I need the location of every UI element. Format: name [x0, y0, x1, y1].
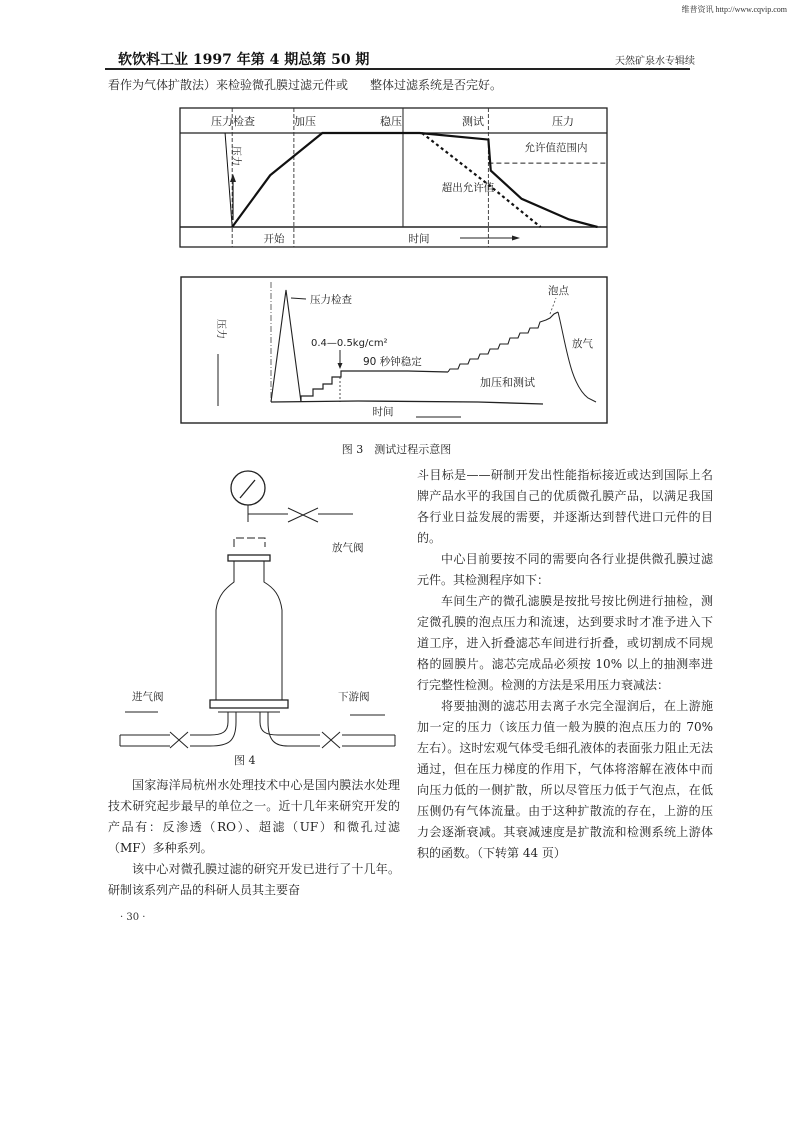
y-axis-label: 压力 — [230, 146, 241, 166]
range-label: 0.4—0.5kg/cm² — [311, 338, 388, 349]
base-flange — [210, 700, 288, 708]
page-number: · 30 · — [120, 912, 146, 923]
header-rule — [105, 68, 690, 70]
outlet-pipe — [260, 712, 320, 746]
pressurize-steps — [301, 371, 448, 402]
paragraph: 车间生产的微孔滤膜是按批号按比例进行抽检，测定微孔膜的泡点压力和流速，达到要求时才准予进入下道工序，进入折叠滤芯车间进行折叠，或切割成不同规格的圆膜片。滤芯完成品必须按 10% 以上的抽测率进行完整性检测。检测的方法是采用压力衰减法： — [417, 594, 713, 692]
cap-flange — [228, 555, 270, 561]
phase-dividers — [232, 108, 488, 247]
right-column — [417, 465, 713, 864]
x-axis-label: 时间 — [408, 233, 430, 245]
vent-curve — [558, 312, 596, 402]
downstream-valve-label: 下游阀 — [338, 691, 370, 703]
chart-a-frame — [180, 108, 607, 247]
y-arrow-head — [230, 174, 236, 182]
exceed-label: 超出允许值 — [441, 182, 495, 194]
vent-valve-label: 放气阀 — [332, 542, 364, 554]
test-staircase — [448, 312, 558, 372]
check-pointer — [291, 298, 306, 299]
range-arrow-head — [338, 363, 343, 369]
paragraph: 国家海洋局杭州水处理技术中心是国内膜法水处理技术研究起步最早的单位之一。近十几年来研究开发的产品有：反渗透（RO）、超滤（UF）和微孔过滤（MF）多种系列。 — [108, 778, 400, 855]
phase-label: 稳压 — [380, 115, 402, 128]
phase-label: 压力 — [552, 115, 574, 128]
outlet-pipe-stub — [342, 735, 395, 746]
downstream-valve-icon — [322, 732, 340, 748]
gauge-needle — [240, 480, 255, 498]
intro-right: 整体过滤系统是否完好。 — [370, 78, 503, 92]
figure4-diagram — [110, 460, 400, 750]
figure3-chart-b — [178, 274, 610, 429]
within-label: 允许值范围内 — [524, 142, 588, 154]
start-label: 开始 — [263, 233, 285, 245]
pressure-check-spike — [271, 290, 301, 402]
filter-housing — [216, 561, 282, 700]
housing-cap — [234, 538, 265, 547]
figure3-caption: 图 3 测试过程示意图 — [341, 443, 452, 456]
test-label: 加压和测试 — [480, 376, 535, 389]
check-label: 压力检查 — [310, 294, 352, 306]
inlet-pipe-stub — [120, 735, 170, 746]
figure4-caption: 图 4 — [234, 754, 256, 767]
paragraph: 将要抽测的滤芯用去离子水完全湿润后，在上游施加一定的压力（该压力值一般为膜的泡点压力的 70% 左右）。这时宏观气体受毛细孔液体的表面张力阻止无法通过，但在压力梯度的作用下，气体将溶解在液体中而向压力低的一侧扩散，所以尽管压力低于气泡点，在低压侧仍有气体流量。由于这种扩散流的存在，上游的压力会逐渐衰减。其衰减速度是扩散流和检测系统上游体积的函数。（下转第 44 页） — [417, 699, 713, 860]
bubble-label: 泡点 — [548, 285, 569, 297]
inlet-valve-icon — [170, 732, 188, 748]
chart-b-baseline — [271, 401, 543, 404]
phase-label: 压力检查 — [211, 115, 255, 128]
paragraph: 该中心对微孔膜过滤的研究开发已进行了十几年。研制该系列产品的科研人员其主要奋 — [108, 862, 400, 897]
inlet-valve-label: 进气阀 — [132, 691, 164, 703]
vent-valve-icon — [288, 508, 318, 522]
y-axis-label: 压力 — [215, 319, 226, 339]
journal-title: 软饮料工业 1997 年第 4 期总第 50 期 — [118, 52, 370, 68]
watermark: 维普资讯 http://www.cqvip.com — [681, 5, 787, 14]
series-exceed — [422, 133, 541, 227]
stable-label: 90 秒钟稳定 — [363, 356, 422, 368]
time-arrow-head — [512, 236, 520, 241]
vent-label: 放气 — [572, 338, 593, 350]
figure3-chart-a — [178, 106, 610, 251]
intro-line — [108, 76, 502, 93]
phase-label: 加压 — [294, 115, 316, 128]
bubble-pointer — [550, 298, 556, 314]
phase-labels — [211, 114, 574, 128]
phase-label: 测试 — [462, 115, 484, 128]
special-issue-label: 天然矿泉水专辑续 — [615, 56, 695, 67]
inlet-pipe — [190, 712, 236, 746]
left-column — [108, 775, 400, 901]
x-axis-label: 时间 — [372, 406, 394, 418]
intro-left: 看作为气体扩散法）来检验微孔膜过滤元件或 — [108, 78, 349, 92]
paragraph: 中心目前要按不同的需要向各行业提供微孔膜过滤元件。其检测程序如下： — [417, 552, 713, 587]
paragraph-continuation: 斗目标是——研制开发出性能指标接近或达到国际上名牌产品水平的我国自己的优质微孔膜产品，以满足我国各行业日益发展的需要，并逐渐达到替代进口元件的目的。 — [417, 468, 713, 545]
